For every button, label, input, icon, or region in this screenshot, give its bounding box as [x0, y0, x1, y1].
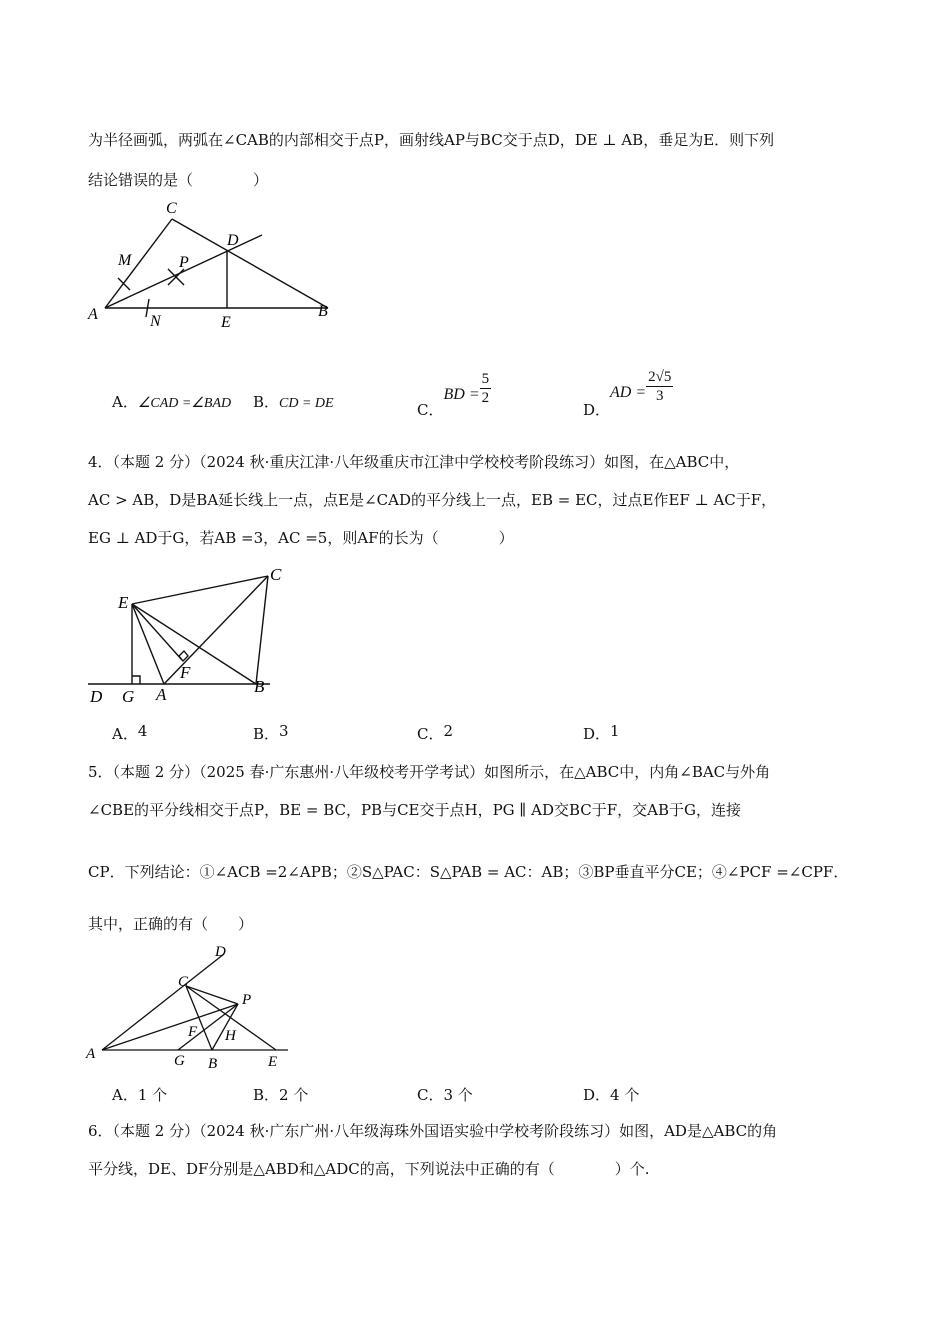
q3-label-d: D: [227, 232, 239, 249]
q5-option-a-letter: A．: [112, 1086, 138, 1104]
q3-text-line-1: 为半径画弧，两弧在∠CAB的内部相交于点P，画射线AP与BC交于点D，DE ⊥ AB，垂足为E．则下列: [88, 131, 775, 149]
q5-label-f: F: [188, 1024, 198, 1040]
q5-label-b: B: [208, 1056, 218, 1072]
q3-text-line-2: 结论错误的是（ ）: [88, 171, 269, 189]
q6-text-line-2: 平分线，DE、DF分别是△ABD和△ADC的高，下列说法中正确的有（ ）个.: [88, 1160, 650, 1178]
q3-option-d[interactable]: [583, 368, 673, 419]
q4-option-c-text: 2: [443, 722, 454, 740]
q3-option-d-lhs: AD =: [610, 383, 647, 401]
q5-option-c-letter: C．: [417, 1086, 444, 1104]
q5-text-line-3: CP．下列结论：①∠ACB =2∠APB；②S△PAC：S△PAB = AC：AB；③BP垂直平分CE；④∠PCF =∠CPF．: [88, 863, 849, 881]
q3-option-a-text: ∠CAD =∠BAD: [137, 396, 232, 411]
q4-label-f: F: [180, 663, 191, 682]
q4-figure: [80, 560, 310, 710]
q4-label-c: C: [270, 565, 282, 584]
q4-text-line-1: 4．（本题 2 分）（2024 秋·重庆江津·八年级重庆市江津中学校校考阶段练习）如图，在△ABC中，: [88, 453, 740, 471]
q4-label-b: B: [254, 677, 265, 696]
q5-option-c[interactable]: [417, 1085, 473, 1105]
q5-option-b-letter: B．: [253, 1086, 280, 1104]
q3-option-c-letter: C．: [417, 400, 444, 419]
q5-label-h: H: [225, 1028, 236, 1044]
q4-option-c[interactable]: [417, 724, 453, 744]
q4-text-line-2: AC > AB，D是BA延长线上一点，点E是∠CAD的平分线上一点，EB = EC，过点E作EF ⊥ AC于F，: [88, 491, 777, 509]
q4-option-b-letter: B．: [253, 725, 280, 743]
q3-option-c-numerator: 5: [481, 371, 490, 387]
q4-option-a-text: 4: [137, 722, 148, 740]
q3-option-b[interactable]: [253, 392, 334, 414]
q5-figure: [80, 940, 310, 1075]
q3-option-c-fraction: [480, 370, 492, 407]
q3-option-c-lhs: BD =: [443, 385, 480, 403]
q4-label-g: G: [122, 687, 135, 706]
q3-label-p: P: [179, 254, 189, 271]
q5-option-b[interactable]: [253, 1085, 308, 1105]
q3-option-c[interactable]: [417, 370, 491, 419]
q5-option-d[interactable]: [583, 1085, 639, 1105]
q3-figure: [80, 195, 350, 335]
q4-option-c-letter: C．: [417, 725, 444, 743]
q4-option-a[interactable]: [112, 724, 147, 744]
q5-label-d: D: [215, 944, 226, 960]
q5-option-a-text: 1 个: [137, 1086, 168, 1104]
q6-text-line-1: 6．（本题 2 分）（2024 秋·广东广州·八年级海珠外国语实验中学校考阶段练习）如图，AD是△ABC的角: [88, 1122, 778, 1140]
q5-option-d-text: 4 个: [610, 1086, 640, 1104]
q4-option-d-text: 1: [610, 722, 620, 740]
q3-label-a: A: [88, 306, 98, 323]
q5-option-a[interactable]: [112, 1085, 167, 1105]
q3-label-c: C: [166, 200, 177, 217]
q5-option-c-text: 3 个: [443, 1086, 473, 1104]
q4-label-a: A: [156, 685, 167, 704]
q5-option-d-letter: D．: [583, 1086, 611, 1104]
q5-text-line-1: 5．（本题 2 分）（2025 春·广东惠州·八年级校考开学考试）如图所示，在△ABC中，内角∠BAC与外角: [88, 763, 771, 781]
q3-option-a[interactable]: [112, 392, 231, 414]
q5-label-e: E: [268, 1054, 278, 1070]
q3-label-e: E: [221, 314, 231, 331]
q4-option-d[interactable]: [583, 724, 620, 744]
q5-label-p: P: [242, 992, 252, 1008]
q3-option-c-denominator: 2: [481, 390, 490, 406]
q3-option-b-letter: B．: [253, 393, 280, 411]
q4-option-b[interactable]: [253, 724, 289, 744]
q4-option-b-text: 3: [279, 722, 289, 740]
q5-option-b-text: 2 个: [279, 1086, 309, 1104]
q4-text-line-3: EG ⊥ AD于G，若AB =3，AC =5，则AF的长为（ ）: [88, 529, 514, 547]
q4-option-a-letter: A．: [112, 725, 138, 743]
q3-option-d-denominator: 3: [656, 388, 664, 404]
q4-option-d-letter: D．: [583, 725, 611, 743]
q3-option-b-text: CD = DE: [279, 396, 334, 411]
q4-label-e: E: [118, 593, 129, 612]
q5-label-c: C: [178, 974, 189, 990]
q4-label-d: D: [90, 687, 103, 706]
q3-label-b: B: [318, 303, 328, 320]
q3-option-a-letter: A．: [112, 393, 138, 411]
q5-text-line-4: 其中，正确的有（ ）: [88, 915, 254, 933]
q3-option-d-numerator: 2√5: [648, 369, 672, 385]
q3-label-n: N: [150, 313, 161, 330]
q5-text-line-2: ∠CBE的平分线相交于点P，BE = BC，PB与CE交于点H，PG ∥ AD交BC于F，交AB于G，连接: [88, 801, 742, 819]
q3-label-m: M: [118, 252, 132, 269]
q3-option-d-fraction: [646, 368, 673, 405]
q5-label-a: A: [86, 1046, 96, 1062]
q3-option-d-letter: D．: [583, 400, 611, 419]
q5-label-g: G: [174, 1053, 185, 1069]
